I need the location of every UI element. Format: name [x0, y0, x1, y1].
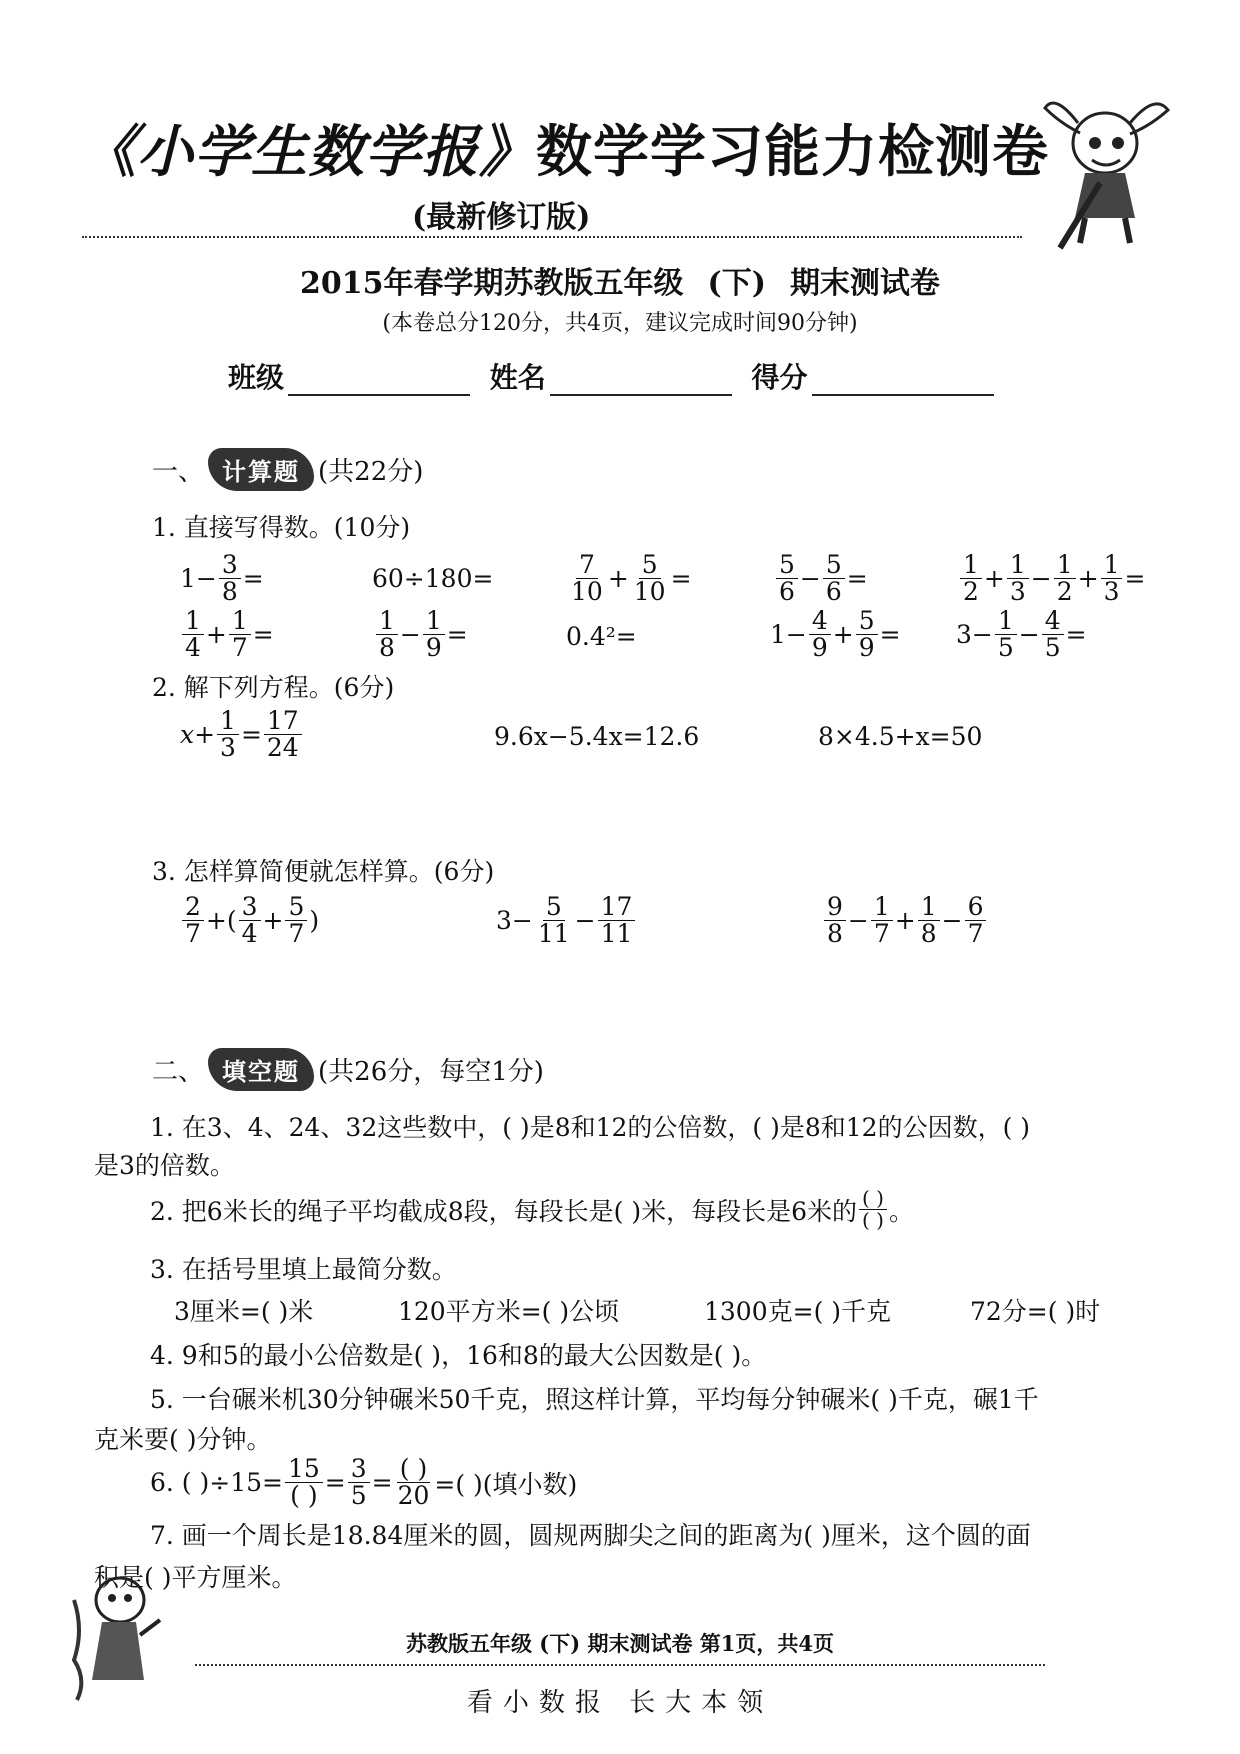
footer-title: 苏教版五年级 (下) 期末测试卷 第1页，共4页	[405, 1631, 835, 1656]
masthead-title: 数学学习能力检测卷	[536, 119, 1049, 185]
fill-question-5-cont: 克米要( )分钟。	[94, 1425, 272, 1454]
score-label: 得分	[751, 361, 808, 394]
section-2-points: (共26分，每空1分)	[318, 1057, 544, 1087]
fill-question-1: 1. 在3、4、24、32这些数中，( )是8和12的公倍数，( )是8和12的公因数，( )	[150, 1113, 1031, 1142]
class-label: 班级	[228, 361, 285, 394]
newspaper-brand: 《小学生数学报》	[80, 119, 536, 185]
fill-question-3: 3. 在括号里填上最简分数。	[150, 1255, 457, 1284]
fill-question-3d: 72分=( )时	[970, 1297, 1101, 1326]
masthead	[80, 108, 1049, 188]
section-1-points: (共22分)	[318, 457, 424, 487]
fill-question-3b: 120平方米=( )公顷	[398, 1297, 620, 1326]
student-info-fields	[228, 356, 1004, 396]
exam-title-type: 期末测试卷	[789, 266, 940, 301]
fill-question-3c: 1300克=( )千克	[704, 1297, 892, 1326]
fill-question-6: 6. ( )÷15= $\frac{15}{( )}$ = $\frac{3}{5}$ = $\frac{( )}{20}$ =( )(填小数)	[150, 1454, 578, 1511]
fill-question-1-cont: 是3的倍数。	[94, 1151, 235, 1180]
name-field[interactable]	[550, 366, 732, 396]
masthead-divider	[82, 236, 1022, 238]
equation-item: 9.6x−5.4x=12.6	[494, 722, 700, 751]
question-1-2-title: 2. 解下列方程。(6分)	[152, 673, 395, 702]
fill-question-3a: 3厘米=( )米	[174, 1297, 314, 1326]
calc-item: $\frac{7}{10}$ + $\frac{5}{10}$ =	[571, 550, 692, 607]
calc-item: 60÷180=	[372, 564, 494, 593]
exam-title-main: 2015年春学期苏教版五年级	[300, 266, 684, 301]
footer-slogan: 看小数报 长大本领	[466, 1688, 774, 1718]
section-1-number: 一、	[152, 457, 205, 487]
name-label: 姓名	[489, 361, 546, 394]
section-1-badge: 计算题	[208, 448, 314, 491]
question-1-3-title: 3. 怎样算简便就怎样算。(6分)	[152, 857, 495, 886]
calc-item: 0.4²=	[566, 622, 637, 651]
class-field[interactable]	[288, 366, 470, 396]
simplify-item: $\frac{9}{8}$ − $\frac{1}{7}$ + $\frac{1}{8}$ − $\frac{6}{7}$	[822, 894, 988, 948]
section-2-badge: 填空题	[208, 1048, 314, 1091]
cartoon-mascot-icon	[1030, 88, 1180, 253]
section-2-heading	[152, 1048, 544, 1091]
exam-meta: (本卷总分120分，共4页，建议完成时间90分钟)	[382, 311, 858, 336]
section-1-heading	[152, 448, 423, 491]
equation-item: x+ $\frac{1}{3}$ = $\frac{17}{24}$	[180, 708, 304, 762]
calc-item: 1− $\frac{4}{9}$ + $\frac{5}{9}$ =	[770, 606, 901, 663]
calc-item: $\frac{5}{6}$ − $\frac{5}{6}$ =	[774, 552, 868, 606]
fill-question-5: 5. 一台碾米机30分钟碾米50千克，照这样计算，平均每分钟碾米( )千克，碾1千	[150, 1385, 1039, 1414]
equation-item: 8×4.5+x=50	[818, 722, 983, 751]
calc-item: 1− $\frac{3}{8}$ =	[180, 550, 264, 607]
fill-question-2: 2. 把6米长的绳子平均截成8段，每段长是( )米，每段长是6米的 $\frac{( )}{( )}$ 。	[150, 1186, 914, 1232]
fill-question-7: 7. 画一个周长是18.84厘米的圆，圆规两脚尖之间的距离为( )厘米，这个圆的面	[150, 1521, 1031, 1550]
exam-title-term: (下)	[707, 266, 766, 301]
score-field[interactable]	[812, 366, 994, 396]
simplify-item: 3− $\frac{5}{11}$ − $\frac{17}{11}$	[496, 894, 637, 948]
fill-question-7-cont: 积是( )平方厘米。	[94, 1563, 297, 1592]
fill-question-4: 4. 9和5的最小公倍数是( )，16和8的最大公因数是( )。	[150, 1341, 767, 1370]
calc-item: $\frac{1}{8}$ − $\frac{1}{9}$ =	[374, 608, 468, 662]
exam-title	[0, 258, 1240, 302]
simplify-item: $\frac{2}{7}$ +( $\frac{3}{4}$ + $\frac{5}{7}$ )	[180, 894, 319, 948]
question-1-1-title: 1. 直接写得数。(10分)	[152, 513, 411, 542]
edition-label: (最新修订版)	[412, 200, 591, 235]
calc-item: $\frac{1}{4}$ + $\frac{1}{7}$ =	[180, 608, 274, 662]
section-2-number: 二、	[152, 1057, 205, 1087]
calc-item: 3− $\frac{1}{5}$ − $\frac{4}{5}$ =	[956, 606, 1087, 663]
calc-item: $\frac{1}{2}$ + $\frac{1}{3}$ − $\frac{1}{2}$ + $\frac{1}{3}$ =	[958, 552, 1145, 606]
footer-divider	[195, 1664, 1045, 1666]
